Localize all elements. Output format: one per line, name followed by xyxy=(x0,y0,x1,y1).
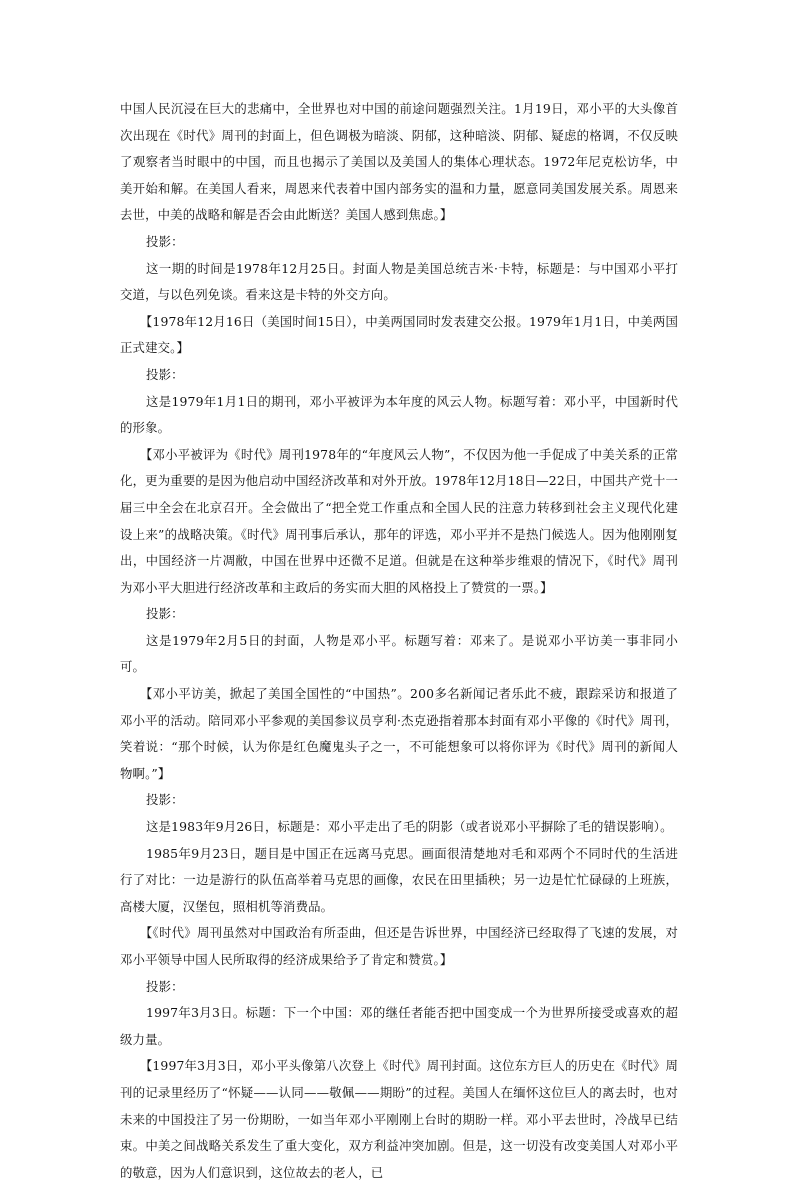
projection-label: 投影： xyxy=(146,233,184,249)
commentary-paragraph: 【1997年3月3日，邓小平头像第八次登上《时代》周刊封面。这位东方巨人的历史在《时代》周刊的记录里经历了“怀疑——认同——敬佩——期盼”的过程。美国人在缅怀这位巨人的离去时，也对未来的中国投注了另一份期盼，一如当年邓小平刚刚上台时的期盼一样。邓小平去世时，冷战早已结束。中美之间战略关系发生了重大变化，双方利益冲突加剧。但是，这一切没有改变美国人对邓小平的敬意，因为人们意识到，这位故去的老人，已 xyxy=(120,1058,678,1180)
commentary-paragraph: 【1978年12月16日（美国时间15日），中美两国同时发表建交公报。1979年1月1日，中美两国正式建交。】 xyxy=(120,313,678,356)
commentary-paragraph: 【邓小平访美，掀起了美国全国性的“中国热”。200多名新闻记者乐此不疲，跟踪采访和报道了邓小平的活动。陪同邓小平参观的美国参议员亨利·杰克逊指着那本封面有邓小平像的《时代》周刊，笑着说：“那个时候，认为你是红色魔鬼头子之一，不可能想象可以将你评为《时代》周刊的新闻人物啊。”】 xyxy=(120,686,678,781)
body-paragraph: 这是1979年1月1日的期刊，邓小平被评为本年度的风云人物。标题写着：邓小平，中国新时代的形象。 xyxy=(120,393,678,436)
body-paragraph: 这是1983年9月26日，标题是：邓小平走出了毛的阴影（或者说邓小平摒除了毛的错误影响）。 xyxy=(146,819,673,835)
document-page xyxy=(120,96,678,1186)
body-paragraph: 中国人民沉浸在巨大的悲痛中，全世界也对中国的前途问题强烈关注。1月19日，邓小平的大头像首次出现在《时代》周刊的封面上，但色调极为暗淡、阴郁，这种暗淡、阴郁、疑虑的格调，不仅反映了观察者当时眼中的中国，而且也揭示了美国以及美国人的集体心理状态。1972年尼克松访华，中美开始和解。在美国人看来，周恩来代表着中国内部务实的温和力量，愿意同美国发展关系。周恩来去世，中美的战略和解是否会由此断送？美国人感到焦虑。】 xyxy=(120,101,678,223)
projection-label: 投影： xyxy=(146,366,184,382)
body-paragraph: 1985年9月23日，题目是中国正在远离马克思。画面很清楚地对毛和邓两个不同时代的生活进行了对比：一边是游行的队伍高举着马克思的画像，农民在田里插秧；另一边是忙忙碌碌的上班族，高楼大厦，汉堡包，照相机等消费品。 xyxy=(120,845,678,914)
body-paragraph: 这一期的时间是1978年12月25日。封面人物是美国总统吉米·卡特，标题是：与中国邓小平打交道，与以色列免谈。看来这是卡特的外交方向。 xyxy=(120,260,678,303)
projection-label: 投影： xyxy=(146,792,184,808)
body-paragraph: 1997年3月3日。标题：下一个中国：邓的继任者能否把中国变成一个为世界所接受或喜欢的超级力量。 xyxy=(120,1005,678,1047)
commentary-paragraph: 【邓小平被评为《时代》周刊1978年的“年度风云人物”，不仅因为他一手促成了中美关系的正常化，更为重要的是因为他启动中国经济改革和对外开放。1978年12月18日—22日，中国共产党十一届三中全会在北京召开。全会做出了“把全党工作重点和全国人民的注意力转移到社会主义现代化建设上来”的战略决策。《时代》周刊事后承认，那年的评选，邓小平并不是热门候选人。因为他刚刚复出，中国经济一片凋敝，中国在世界中还微不足道。但就是在这种举步维艰的情况下，《时代》周刊为邓小平大胆进行经济改革和主政后的务实而大胆的风格投上了赞赏的一票。】 xyxy=(120,446,678,595)
commentary-paragraph: 【《时代》周刊虽然对中国政治有所歪曲，但还是告诉世界，中国经济已经取得了飞速的发展，对邓小平领导中国人民所取得的经济成果给予了肯定和赞赏。】 xyxy=(120,925,678,967)
projection-label: 投影： xyxy=(146,978,184,994)
body-paragraph: 这是1979年2月5日的封面，人物是邓小平。标题写着：邓来了。是说邓小平访美一事非同小可。 xyxy=(120,632,678,675)
projection-label: 投影： xyxy=(146,606,184,622)
